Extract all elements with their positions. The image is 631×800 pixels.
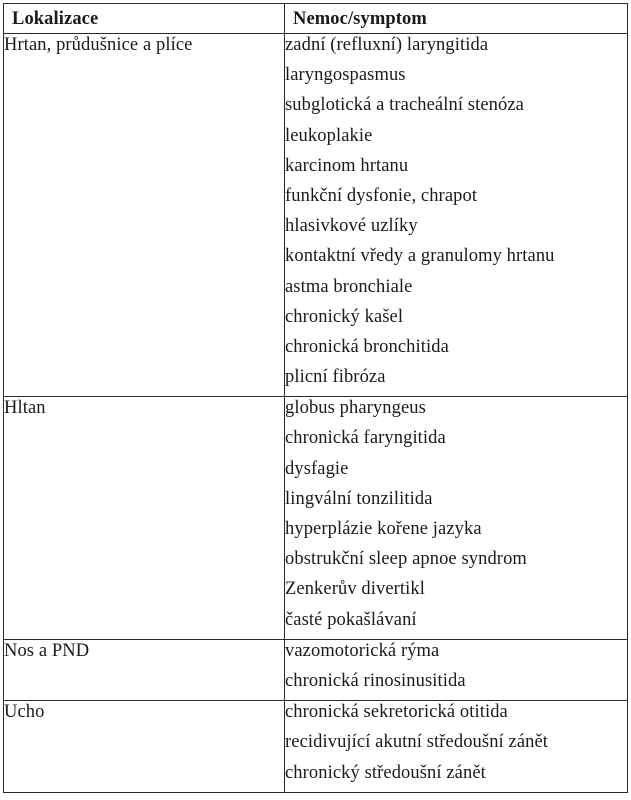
symptom-cell: [285, 701, 628, 793]
table-body: [4, 34, 628, 793]
symptom-item: vazomotorická rýma: [285, 640, 440, 661]
symptom-item: subglotická a tracheální stenóza: [285, 95, 524, 116]
symptom-item: kontaktní vředy a granulomy hrtanu: [285, 246, 555, 267]
symptom-item: chronická sekretorická otitida: [285, 702, 508, 723]
location-cell: Nos a PND: [4, 639, 285, 700]
location-cell: Hrtan, průdušnice a plíce: [4, 34, 285, 397]
symptom-item: karcinom hrtanu: [285, 155, 409, 176]
symptom-item: globus pharyngeus: [285, 398, 426, 419]
header-row: [4, 4, 628, 34]
symptom-item: chronická rinosinusitida: [285, 670, 466, 691]
table-row: [4, 701, 628, 793]
table-header: [4, 4, 628, 34]
symptom-item: chronický středoušní zánět: [285, 762, 486, 783]
symptom-item: chronická faryngitida: [285, 428, 446, 449]
location-cell: Hltan: [4, 397, 285, 640]
symptom-item: astma bronchiale: [285, 276, 413, 297]
header-symptom: Nemoc/symptom: [285, 4, 628, 34]
symptom-item: recidivující akutní středoušní zánět: [285, 732, 549, 753]
symptom-item: časté pokašlávaní: [285, 609, 417, 630]
table-row: [4, 34, 628, 397]
location-cell: Ucho: [4, 701, 285, 793]
symptom-item: hyperplázie kořene jazyka: [285, 519, 482, 539]
symptom-item: lingvální tonzilitida: [285, 488, 433, 509]
header-location: Lokalizace: [4, 4, 285, 34]
table-row: [4, 397, 628, 640]
symptom-item: dysfagie: [285, 458, 349, 479]
symptom-item: zadní (refluxní) laryngitida: [285, 35, 489, 55]
symptom-item: Zenkerův divertikl: [285, 579, 425, 600]
symptom-item: chronická bronchitida: [285, 336, 449, 357]
symptom-item: laryngospasmus: [285, 65, 406, 86]
symptom-item: plicní fibróza: [285, 367, 386, 388]
disease-location-table: [3, 3, 628, 793]
symptom-cell: [285, 397, 628, 640]
symptom-item: funkční dysfonie, chrapot: [285, 185, 478, 206]
symptom-item: chronický kašel: [285, 306, 404, 327]
table-row: [4, 639, 628, 700]
symptom-cell: [285, 34, 628, 397]
symptom-cell: [285, 639, 628, 700]
symptom-item: leukoplakie: [285, 125, 373, 146]
symptom-item: hlasivkové uzlíky: [285, 216, 418, 237]
symptom-item: obstrukční sleep apnoe syndrom: [285, 549, 527, 570]
